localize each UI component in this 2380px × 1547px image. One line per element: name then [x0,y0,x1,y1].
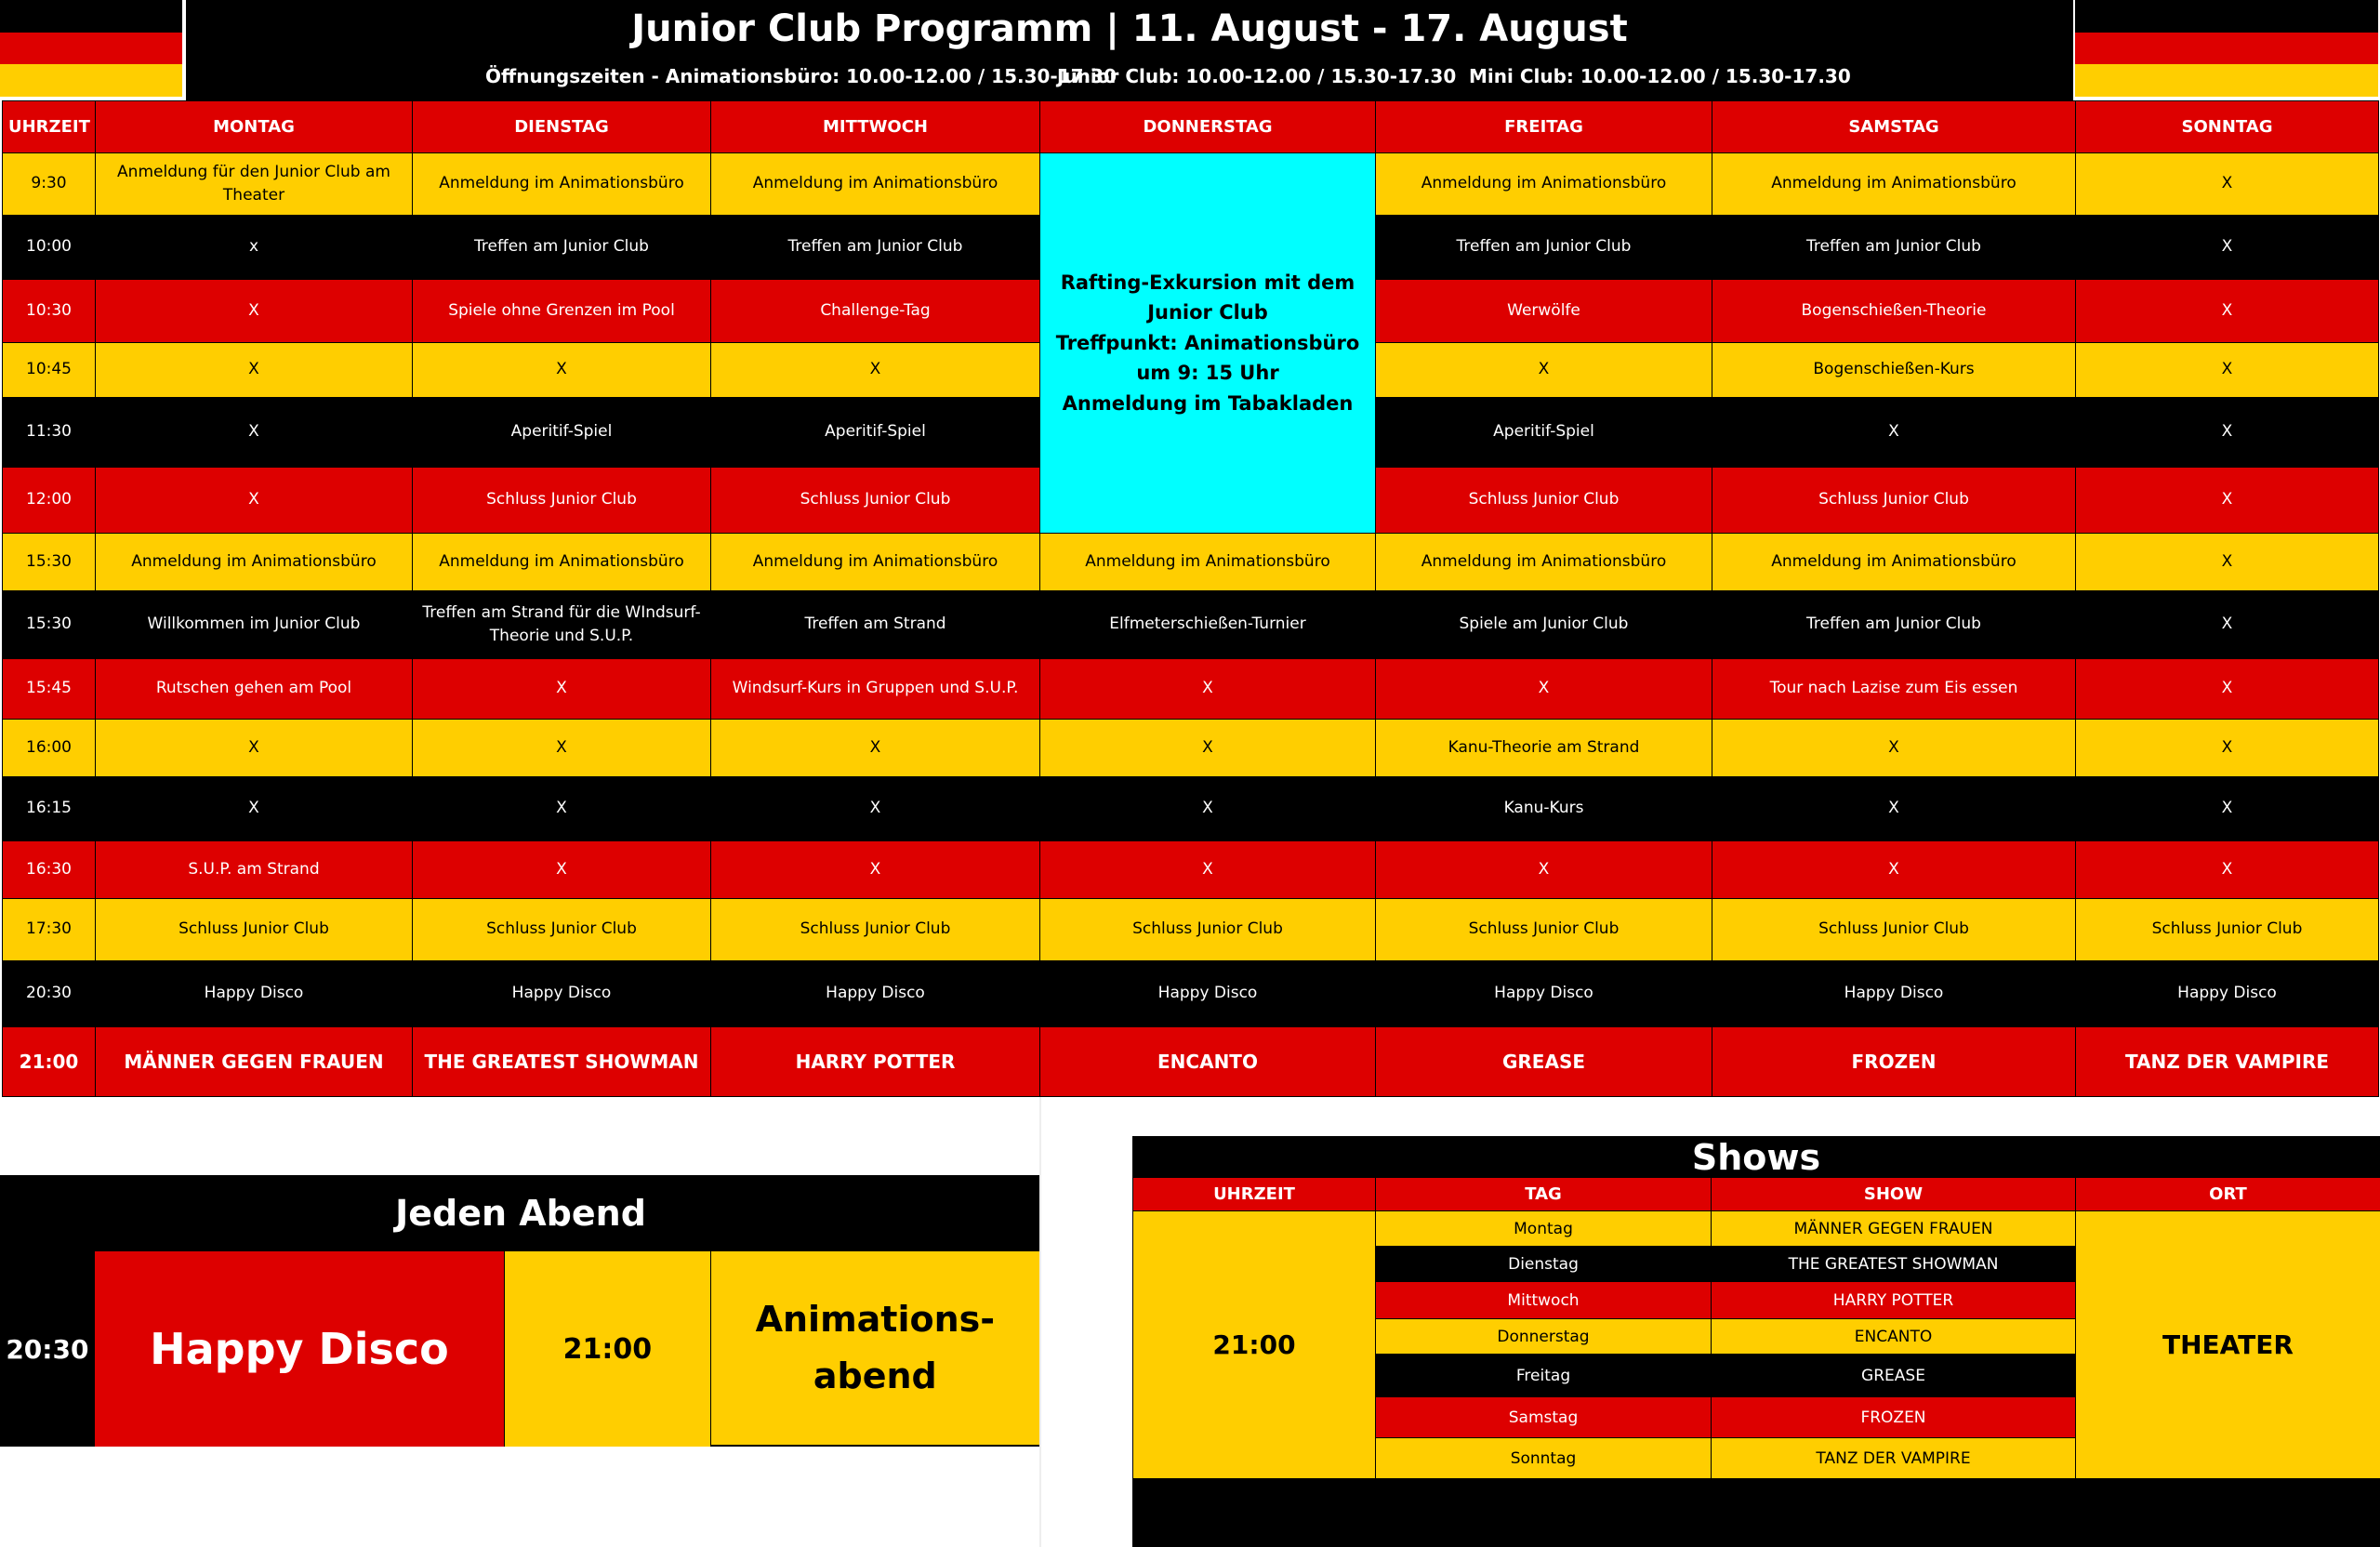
activity-cell: Treffen am Junior Club [711,215,1040,279]
activity-cell: X [711,719,1040,777]
header-banner [186,0,2073,100]
show-day: Montag [1376,1211,1712,1247]
rafting-line: Rafting-Exkursion mit dem Junior Club [1060,271,1355,324]
time-cell: 16:15 [3,777,96,841]
schedule-row [3,961,2379,1027]
activity-cell: X [2076,777,2379,841]
activity-cell: FROZEN [1712,1026,2076,1096]
show-name: MÄNNER GEGEN FRAUEN [1712,1211,2076,1247]
evening-event-2-line1: Animations- [755,1299,996,1341]
activity-cell: X [2076,343,2379,397]
activity-cell: Schluss Junior Club [413,467,711,533]
activity-cell: X [1376,343,1712,397]
activity-cell: Anmeldung im Animationsbüro [711,533,1040,591]
column-header: MITTWOCH [711,101,1040,153]
shows-column-header: ORT [2076,1178,2380,1211]
column-header: UHRZEIT [3,101,96,153]
activity-cell: X [96,777,413,841]
activity-cell: Bogenschießen-Kurs [1712,343,2076,397]
activity-cell: Schluss Junior Club [711,899,1040,961]
activity-cell: X [96,467,413,533]
activity-cell: X [413,719,711,777]
activity-cell: Schluss Junior Club [2076,899,2379,961]
activity-cell: X [2076,719,2379,777]
schedule-row [3,840,2379,899]
activity-cell: X [2076,397,2379,467]
column-header: DONNERSTAG [1040,101,1376,153]
show-day: Samstag [1376,1397,1712,1438]
column-header: DIENSTAG [413,101,711,153]
time-cell: 21:00 [3,1026,96,1096]
show-name: TANZ DER VAMPIRE [1712,1438,2076,1479]
activity-cell: Kanu-Theorie am Strand [1376,719,1712,777]
activity-cell: Happy Disco [1040,961,1376,1027]
time-cell: 10:30 [3,279,96,343]
evening-event-2 [710,1251,1041,1447]
evening-panel [0,1251,1041,1447]
activity-cell: Treffen am Strand für die WIndsurf-Theorie und S.U.P. [413,591,711,659]
activity-cell: Kanu-Kurs [1376,777,1712,841]
activity-cell: Treffen am Junior Club [413,215,711,279]
activity-cell: Happy Disco [1712,961,2076,1027]
activity-cell: Treffen am Junior Club [1712,215,2076,279]
activity-cell: Schluss Junior Club [1040,899,1376,961]
evening-event-1: Happy Disco [95,1251,504,1447]
page-title: Junior Club Programm | 11. August - 17. August [631,7,1628,50]
activity-cell: Anmeldung im Animationsbüro [1376,533,1712,591]
activity-cell: THE GREATEST SHOWMAN [413,1026,711,1096]
time-cell: 9:30 [3,153,96,216]
activity-cell: Aperitif-Spiel [711,397,1040,467]
activity-cell: Happy Disco [1376,961,1712,1027]
rafting-line: Treffpunkt: Animationsbüro um 9: 15 Uhr [1055,331,1360,385]
column-header: FREITAG [1376,101,1712,153]
rafting-line: Anmeldung im Tabakladen [1062,391,1354,415]
shows-panel [1132,1136,2380,1547]
activity-cell: Bogenschießen-Theorie [1712,279,2076,343]
time-cell: 15:30 [3,533,96,591]
activity-cell: x [96,215,413,279]
schedule-row [3,777,2379,841]
hours-junior-club: Junior Club: 10.00-12.00 / 15.30-17.30 [1057,65,1457,87]
time-cell: 10:45 [3,343,96,397]
activity-cell: Schluss Junior Club [1376,899,1712,961]
activity-cell: Schluss Junior Club [1712,899,2076,961]
show-name: ENCANTO [1712,1319,2076,1355]
activity-cell: Willkommen im Junior Club [96,591,413,659]
evening-event-2-line2: abend [813,1355,937,1396]
show-day: Sonntag [1376,1438,1712,1479]
activity-cell: X [711,840,1040,899]
activity-cell: Aperitif-Spiel [1376,397,1712,467]
activity-cell: Happy Disco [413,961,711,1027]
schedule-row [3,153,2379,216]
schedule-row [3,659,2379,720]
activity-cell: X [413,343,711,397]
activity-cell: Schluss Junior Club [1376,467,1712,533]
show-name: HARRY POTTER [1712,1282,2076,1319]
weekly-schedule-table [2,100,2379,1097]
shows-column-header: SHOW [1712,1178,2076,1211]
germany-flag-right [2075,0,2378,97]
show-name: THE GREATEST SHOWMAN [1712,1247,2076,1282]
activity-cell: Anmeldung im Animationsbüro [1712,153,2076,216]
activity-cell: Treffen am Junior Club [1712,591,2076,659]
activity-cell: Windsurf-Kurs in Gruppen und S.U.P. [711,659,1040,720]
activity-cell: Anmeldung im Animationsbüro [96,533,413,591]
shows-title: Shows [1691,1137,1821,1178]
activity-cell: Happy Disco [2076,961,2379,1027]
activity-cell: X [1376,840,1712,899]
activity-cell: X [2076,840,2379,899]
activity-cell: S.U.P. am Strand [96,840,413,899]
column-header: MONTAG [96,101,413,153]
activity-cell: X [96,343,413,397]
schedule-row [3,899,2379,961]
activity-cell: X [1712,840,2076,899]
time-cell: 15:30 [3,591,96,659]
activity-cell: X [96,397,413,467]
show-name: FROZEN [1712,1397,2076,1438]
show-place: THEATER [2076,1211,2380,1479]
activity-cell: X [96,279,413,343]
activity-cell: Rutschen gehen am Pool [96,659,413,720]
activity-cell: Spiele am Junior Club [1376,591,1712,659]
time-cell: 15:45 [3,659,96,720]
hours-animation-office: Öffnungszeiten - Animationsbüro: 10.00-12.00 / 15.30-17.30 [485,65,1117,87]
activity-cell: X [2076,153,2379,216]
rafting-excursion-cell [1040,153,1376,533]
activity-cell: Anmeldung im Animationsbüro [1040,533,1376,591]
activity-cell: X [2076,591,2379,659]
activity-cell: X [2076,467,2379,533]
activity-cell: X [1376,659,1712,720]
germany-flag-left [0,0,182,97]
show-time: 21:00 [1133,1211,1376,1479]
shows-column-header: UHRZEIT [1133,1178,1376,1211]
activity-cell: X [1712,397,2076,467]
activity-cell: Werwölfe [1376,279,1712,343]
activity-cell: X [2076,533,2379,591]
activity-cell: Schluss Junior Club [1712,467,2076,533]
time-cell: 11:30 [3,397,96,467]
column-header: SONNTAG [2076,101,2379,153]
schedule-row [3,1026,2379,1096]
activity-cell: Challenge-Tag [711,279,1040,343]
activity-cell: Aperitif-Spiel [413,397,711,467]
activity-cell: HARRY POTTER [711,1026,1040,1096]
activity-cell: MÄNNER GEGEN FRAUEN [96,1026,413,1096]
activity-cell: X [1040,719,1376,777]
schedule-row [3,533,2379,591]
activity-cell: X [1040,659,1376,720]
time-cell: 12:00 [3,467,96,533]
activity-cell: X [2076,659,2379,720]
activity-cell: Spiele ohne Grenzen im Pool [413,279,711,343]
activity-cell: Anmeldung im Animationsbüro [1376,153,1712,216]
time-cell: 10:00 [3,215,96,279]
activity-cell: X [413,659,711,720]
time-cell: 16:00 [3,719,96,777]
activity-cell: X [96,719,413,777]
schedule-row [3,591,2379,659]
activity-cell: Elfmeterschießen-Turnier [1040,591,1376,659]
activity-cell: Happy Disco [96,961,413,1027]
activity-cell: Happy Disco [711,961,1040,1027]
activity-cell: X [711,777,1040,841]
activity-cell: Schluss Junior Club [711,467,1040,533]
activity-cell: X [1040,840,1376,899]
activity-cell: Treffen am Strand [711,591,1040,659]
show-day: Dienstag [1376,1247,1712,1282]
show-day: Freitag [1376,1355,1712,1397]
schedule-row [3,719,2379,777]
activity-cell: X [2076,215,2379,279]
show-name: GREASE [1712,1355,2076,1397]
show-day: Donnerstag [1376,1319,1712,1355]
shows-column-header: TAG [1376,1178,1712,1211]
activity-cell: Anmeldung im Animationsbüro [413,153,711,216]
schedule-header-row [3,101,2379,153]
evening-title: Jeden Abend [0,1175,1041,1251]
activity-cell: Anmeldung im Animationsbüro [711,153,1040,216]
show-day: Mittwoch [1376,1282,1712,1319]
activity-cell: Anmeldung für den Junior Club am Theater [96,153,413,216]
shows-header-row [1133,1178,2380,1211]
activity-cell: Schluss Junior Club [413,899,711,961]
activity-cell: TANZ DER VAMPIRE [2076,1026,2379,1096]
activity-cell: GREASE [1376,1026,1712,1096]
column-header: SAMSTAG [1712,101,2076,153]
shows-table [1132,1177,2380,1479]
activity-cell: X [1712,719,2076,777]
hours-mini-club: Mini Club: 10.00-12.00 / 15.30-17.30 [1469,65,1851,87]
activity-cell: X [2076,279,2379,343]
activity-cell: X [1040,777,1376,841]
activity-cell: X [1712,777,2076,841]
activity-cell: X [711,343,1040,397]
activity-cell: Anmeldung im Animationsbüro [413,533,711,591]
activity-cell: ENCANTO [1040,1026,1376,1096]
time-cell: 16:30 [3,840,96,899]
time-cell: 17:30 [3,899,96,961]
evening-time-1: 20:30 [0,1251,95,1447]
activity-cell: Schluss Junior Club [96,899,413,961]
time-cell: 20:30 [3,961,96,1027]
activity-cell: Treffen am Junior Club [1376,215,1712,279]
divider [1039,1097,1041,1547]
activity-cell: X [413,840,711,899]
activity-cell: X [413,777,711,841]
evening-time-2: 21:00 [504,1251,710,1447]
activity-cell: Tour nach Lazise zum Eis essen [1712,659,2076,720]
show-row [1133,1211,2380,1247]
activity-cell: Anmeldung im Animationsbüro [1712,533,2076,591]
